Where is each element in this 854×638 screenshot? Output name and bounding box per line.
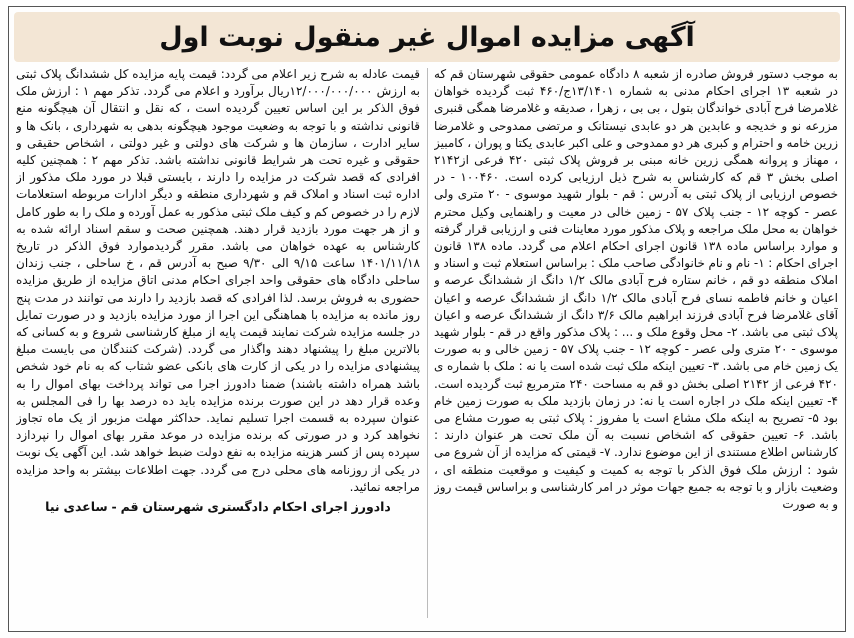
right-column bbox=[434, 66, 838, 622]
title-banner bbox=[14, 12, 840, 62]
right-column-text: به موجب دستور فروش صادره از شعبه ۸ دادگاه عمومی حقوقی شهرستان قم که در شعبه ۱۳ اجرای احکام مدنی به شماره ۱۳/۱۴۰۱ج/۴۶۰ ثبت گردیده خواهان غلامرضا فرح آبادی خواندگان بتول ، بی بی ، زهرا ، صدیقه و غلامرضا همگی قنبری مزرعه نو و خدیجه و عابدین هر دو عابدی نیستانک و مرتضی ممدوحی و غلامرضا زرین خامه و احترام و کبری هر دو ممدوحی و علی اکبر عابدی یکتا و پوران ، کامبیز ، مهناز و پروانه همگی زرین خانه مبنی بر فروش پلاک ثبتی ۴۲۰ فرعی از۲۱۴۲ اصلی بخش ۳ قم که کارشناس به شرح ذیل ارزیابی کرده است. ۱۰۰۴۶۰ - در خصوص ارزیابی از پلاک ثبتی به آدرس : قم - بلوار شهید موسوی - ۲۰ متری ولی عصر - کوچه ۱۲ - جنب پلاک ۵۷ - زمین خالی در معیت و راهنمایی وکیل محترم خواهان به محل ملک مراجعه و پلاک مذکور مورد معاینات فنی و ارزیابی قرار گرفته و موارد براساس ماده ۱۳۸ قانون اجرای احکام اعلام می گردد. ماده ۱۳۸ قانون اجرای احکام : ۱- نام و نام خانوادگی صاحب ملک : براساس استعلام ثبت و اسناد و املاک منطقه دو قم ، خانم ستاره فرح آبادی مالک ۱/۲ دانگ از ششدانگ عرصه و اعیان و خانم فاطمه نسای فرح آبادی مالک ۱/۲ دانگ از ششدانگ عرصه و اعیان آقای غلامرضا فرح آبادی فرزند ابراهیم مالک ۳/۶ دانگ از ششدانگ عرصه و اعیان پلاک ثبتی می باشد. ۲- محل وقوع ملک و ... : پلاک مذکور واقع در قم - بلوار شهید موسوی - ۲۰ متری ولی عصر - کوچه ۱۲ - جنب پلاک ۵۷ - زمین خالی و به صورت یک زمین خام می باشد. ۳- تعیین اینکه ملک ثبت شده است یا نه : ملک با شماره ی ۴۲۰ فرعی از ۲۱۴۲ اصلی بخش دو قم به مساحت ۲۴۰ مترمربع ثبت گردیده است. ۴- تعیین اینکه ملک در اجاره است یا نه: در زمان بازدید ملک به صورت زمین خام بود ۵- تصریح به اینکه ملک مشاع است یا مفروز : پلاک ثبتی به صورت مشاع می باشد. ۶- تعیین حقوقی که اشخاص نسبت به آن ملک تحت هر عنوان دارند : کارشناس اطلاع مستندی از این موضوع ندارد. ۷- قیمتی که مزایده از آن شروع می شود : ارزش ملک فوق الذکر با توجه به کمیت و کیفیت و موقعیت منطقه ای ، وضعیت بازار و با توجه به جمیع جهات موثر در امر کارشناسی و براساس قیمت روز و به صورت bbox=[434, 67, 838, 512]
left-column bbox=[16, 66, 420, 622]
column-divider bbox=[427, 68, 428, 618]
notice-title: آگهی مزایده اموال غیر منقول نوبت اول bbox=[159, 21, 695, 53]
signature-line: دادورز اجرای احکام دادگستری شهرستان قم - ساعدی نیا bbox=[45, 499, 391, 515]
left-column-text: قیمت عادله به شرح زیر اعلام می گردد: قیمت پایه مزایده کل ششدانگ پلاک ثبتی به ارزش ۱۲/۰۰۰/۰۰۰/۰۰۰ریال برآورد و اعلام می گردد. تذکر مهم ۱ : ارزش ملک فوق الذکر بر این اساس تعیین گردیده است ، که نقل و انتقال آن هیچگونه منع قانونی نداشته و با توجه به وضعیت موجود هیچگونه بدهی به شهرداری ، بانک ها و سایر ادارت ، سازمان ها و شرکت های دولتی و غیر دولتی ، اشخاص حقیقی و حقوقی و غیره تحت هر شرایط قانونی نداشته باشد. تذکر مهم ۲ : همچنین کلیه افرادی که قصد شرکت در مزایده را دارند ، بایستی قبلا در مورد ملک مذکور از اداره ثبت اسناد و املاک قم و شهرداری منطقه و دیگر ادارات مربوطه استعلامات لازم را در خصوص کم و کیف ملک ثبتی مذکور به عمل آورده و ملک را به طور کامل و از هر جهت مورد بازدید قرار دهند. همچنین صحت و سقم اسناد ارائه شده به کارشناس به عهده خواهان می باشد. مقرر گردیدموارد فوق الذکر در تاریخ ۱۴۰۱/۱۱/۱۸ ساعت ۹/۱۵ الی ۹/۳۰ صبح به آدرس قم ، خ ساحلی ، جنب زندان ساحلی دادگاه های حقوقی واحد اجرای احکام مدنی اتاق مزایده از طریق مزایده حضوری به فروش برسد. لذا افرادی که قصد بازدید را دارند می توانند در مدت پنج روز مانده به مزایده با هماهنگی این اجرا از مورد مزایده بازدید و در صورت تمایل در جلسه مزایده شرکت نمایند قیمت پایه از مبلغ کارشناسی شروع و به کسانی که بالاترین مبلغ را پیشنهاد دهند واگذار می گردد. (شرکت کنندگان می بایست مبلغ پیشنهادی مزایده را در یکی از کارت های بانکی عضو شتاب که به نام خود شخص باشد همراه داشته باشند) ضمنا دادورز اجرا می تواند پرداخت بهای اموال را به وعده قرار دهد در این صورت برنده مزایده باید ده درصد بها را فی المجلس به عنوان سپرده به قسمت اجرا تسلیم نماید. حداکثر مهلت مزبور از یک ماه تجاوز نخواهد کرد و در صورتی که برنده مزایده در موعد مقرر بهای اموال را نپردازد سپرده پس از کسر هزینه مزایده به نفع دولت ضبط خواهد شد. این آگهی یک نوبت در یکی از روزنامه های محلی درج می گردد. جهت اطلاعات بیشتر به واحد مزایده مراجعه نمائید. bbox=[16, 67, 420, 494]
